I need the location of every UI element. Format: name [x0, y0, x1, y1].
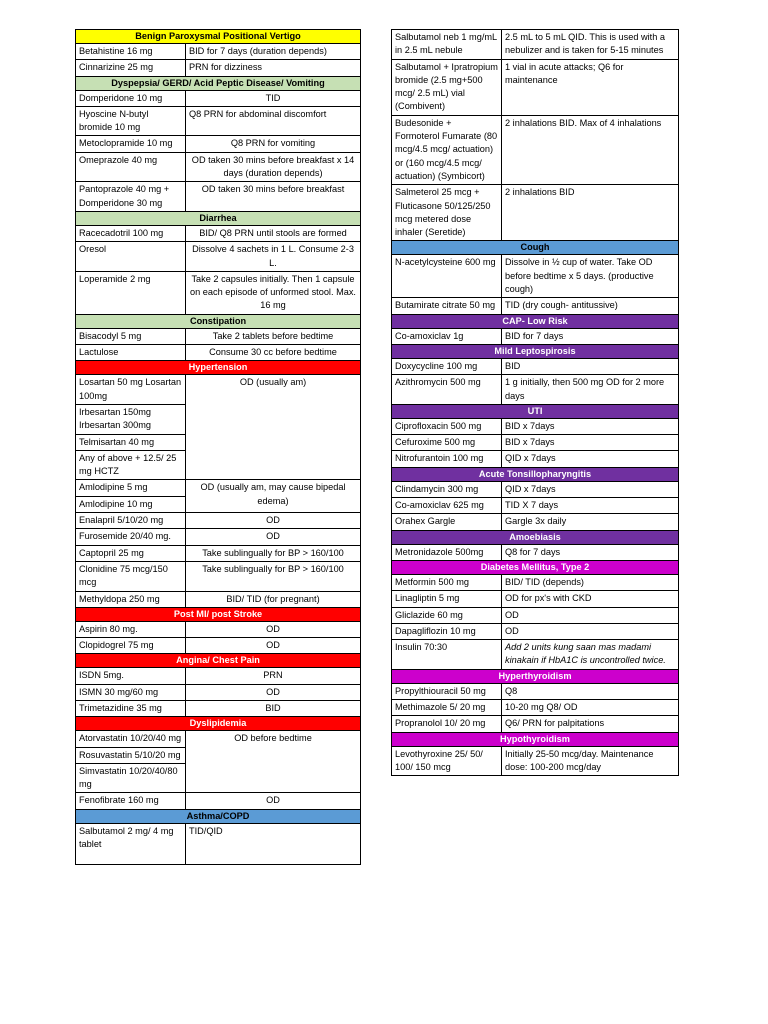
drug-name: Co-amoxiclav 625 mg: [392, 498, 502, 514]
drug-name: Ciprofloxacin 500 mg: [392, 418, 502, 434]
drug-name: Linagliptin 5 mg: [392, 591, 502, 607]
dosage-instruction: OD: [502, 607, 679, 623]
drug-row: [392, 358, 679, 374]
dosage-instruction: Q8 PRN for vomiting: [186, 136, 361, 152]
drug-row: [392, 451, 679, 467]
drug-name: Azithromycin 500 mg: [392, 375, 502, 405]
dosage-instruction: TID X 7 days: [502, 498, 679, 514]
dosage-instruction: Q8 for 7 days: [502, 544, 679, 560]
dosage-instruction: OD: [186, 684, 361, 700]
left-drug-table: [75, 29, 361, 865]
drug-name: Gliclazide 60 mg: [392, 607, 502, 623]
drug-row: [392, 185, 679, 241]
drug-name: Clindamycin 300 mg: [392, 481, 502, 497]
drug-name: Simvastatin 10/20/40/80 mg: [76, 763, 186, 793]
drug-name: Doxycycline 100 mg: [392, 358, 502, 374]
dosage-instruction: 10-20 mg Q8/ OD: [502, 699, 679, 715]
section-header: Dyslipidemia: [76, 717, 361, 731]
drug-name: Loperamide 2 mg: [76, 271, 186, 314]
dosage-instruction: OD: [186, 529, 361, 545]
drug-name: Racecadotril 100 mg: [76, 225, 186, 241]
drug-name: Betahistine 16 mg: [76, 44, 186, 60]
drug-name: Clonidine 75 mcg/150 mcg: [76, 561, 186, 591]
drug-name: Metformin 500 mg: [392, 574, 502, 590]
drug-name: Budesonide + Formoterol Fumarate (80 mcg/4.5 mcg/ actuation) or (160 mcg/4.5 mcg/ actuation) (Symbicort): [392, 115, 502, 184]
drug-name: Propylthiouracil 50 mg: [392, 683, 502, 699]
drug-name: Trimetazidine 35 mg: [76, 700, 186, 716]
drug-name: Orahex Gargle: [392, 514, 502, 530]
section-header: Acute Tonsillopharyngitis: [392, 467, 679, 481]
drug-name: Amlodipine 10 mg: [76, 496, 186, 512]
drug-row: [76, 591, 361, 607]
section-header: Dyspepsia/ GERD/ Acid Peptic Disease/ Vomiting: [76, 76, 361, 90]
dosage-instruction: PRN: [186, 668, 361, 684]
section-header: Mild Leptospirosis: [392, 344, 679, 358]
drug-name: Levothyroxine 25/ 50/ 100/ 150 mcg: [392, 746, 502, 776]
drug-name: Captopril 25 mg: [76, 545, 186, 561]
drug-row: [76, 90, 361, 106]
section-header: Benign Paroxysmal Positional Vertigo: [76, 30, 361, 44]
drug-row: [76, 328, 361, 344]
drug-row: [76, 152, 361, 182]
dosage-instruction: OD: [186, 513, 361, 529]
drug-row: [392, 623, 679, 639]
section-header: Post MI/ post Stroke: [76, 607, 361, 621]
dosage-instruction: BID x 7days: [502, 418, 679, 434]
drug-name: Amlodipine 5 mg: [76, 480, 186, 496]
dosage-instruction: BID/ Q8 PRN until stools are formed: [186, 225, 361, 241]
drug-row: [392, 607, 679, 623]
drug-row: [76, 561, 361, 591]
drug-name: Salbutamol + Ipratropium bromide (2.5 mg+500 mcg/ 2.5 mL) vial (Combivent): [392, 59, 502, 115]
drug-name: Cinnarizine 25 mg: [76, 60, 186, 76]
dosage-instruction: OD: [502, 623, 679, 639]
dosage-instruction: 2 inhalations BID. Max of 4 inhalations: [502, 115, 679, 184]
drug-name: Dapagliflozin 10 mg: [392, 623, 502, 639]
dosage-instruction: Dissolve in ½ cup of water. Take OD before bedtime x 5 days. (productive cough): [502, 255, 679, 298]
drug-row: [76, 700, 361, 716]
drug-name: Enalapril 5/10/20 mg: [76, 513, 186, 529]
dosage-instruction: BID x 7days: [502, 435, 679, 451]
drug-name: Methyldopa 250 mg: [76, 591, 186, 607]
drug-row: [76, 480, 361, 496]
drug-row: [76, 668, 361, 684]
drug-name: Salbutamol neb 1 mg/mL in 2.5 mL nebule: [392, 30, 502, 60]
drug-row: [392, 544, 679, 560]
drug-row: [76, 545, 361, 561]
drug-row: [392, 514, 679, 530]
drug-row: [76, 345, 361, 361]
dosage-instruction: Initially 25-50 mcg/day. Maintenance dose: 100-200 mcg/day: [502, 746, 679, 776]
dosage-instruction: OD taken 30 mins before breakfast x 14 days (duration depends): [186, 152, 361, 182]
drug-name: Domperidone 10 mg: [76, 90, 186, 106]
section-header: Hyperthyroidism: [392, 669, 679, 683]
drug-name: ISMN 30 mg/60 mg: [76, 684, 186, 700]
drug-row: [76, 513, 361, 529]
drug-name: Omeprazole 40 mg: [76, 152, 186, 182]
drug-name: Losartan 50 mg Losartan 100mg: [76, 375, 186, 405]
drug-row: [76, 271, 361, 314]
drug-row: [76, 375, 361, 405]
section-header: Cough: [392, 241, 679, 255]
dosage-instruction: OD (usually am): [186, 375, 361, 480]
drug-row: [392, 699, 679, 715]
section-header: Constipation: [76, 314, 361, 328]
drug-row: [392, 591, 679, 607]
drug-name: Clopidogrel 75 mg: [76, 638, 186, 654]
drug-row: [392, 435, 679, 451]
drug-row: [76, 44, 361, 60]
dosage-instruction: Q8: [502, 683, 679, 699]
dosage-instruction: OD: [186, 638, 361, 654]
drug-name: Pantoprazole 40 mg + Domperidone 30 mg: [76, 182, 186, 212]
drug-name: Rosuvastatin 5/10/20 mg: [76, 747, 186, 763]
drug-name: Oresol: [76, 242, 186, 272]
drug-row: [392, 418, 679, 434]
drug-row: [76, 638, 361, 654]
dosage-instruction: BID/ TID (depends): [502, 574, 679, 590]
drug-row: [392, 255, 679, 298]
drug-row: [392, 59, 679, 115]
dosage-instruction: Gargle 3x daily: [502, 514, 679, 530]
drug-name: ISDN 5mg.: [76, 668, 186, 684]
section-header: Hypothyroidism: [392, 732, 679, 746]
dosage-instruction: PRN for dizziness: [186, 60, 361, 76]
section-header: Amoebiasis: [392, 530, 679, 544]
dosage-instruction: Q8 PRN for abdominal discomfort: [186, 106, 361, 136]
drug-row: [392, 298, 679, 314]
dosage-instruction: 1 vial in acute attacks; Q6 for maintenance: [502, 59, 679, 115]
drug-name: Insulin 70:30: [392, 640, 502, 670]
dosage-instruction: OD before bedtime: [186, 731, 361, 793]
drug-name: N-acetylcysteine 600 mg: [392, 255, 502, 298]
drug-row: [392, 574, 679, 590]
dosage-instruction: Take 2 tablets before bedtime: [186, 328, 361, 344]
drug-row: [392, 481, 679, 497]
drug-name: Hyoscine N-butyl bromide 10 mg: [76, 106, 186, 136]
dosage-instruction: OD taken 30 mins before breakfast: [186, 182, 361, 212]
drug-name: Salbutamol 2 mg/ 4 mg tablet: [76, 823, 186, 864]
section-header: Diabetes Mellitus, Type 2: [392, 560, 679, 574]
drug-row: [392, 683, 679, 699]
drug-row: [76, 621, 361, 637]
drug-row: [76, 225, 361, 241]
drug-name: Cefuroxime 500 mg: [392, 435, 502, 451]
dosage-instruction: QID x 7days: [502, 481, 679, 497]
dosage-instruction: Q6/ PRN for palpitations: [502, 716, 679, 732]
section-header: Asthma/COPD: [76, 809, 361, 823]
drug-row: [76, 182, 361, 212]
drug-row: [76, 136, 361, 152]
drug-row: [76, 793, 361, 809]
drug-name: Methimazole 5/ 20 mg: [392, 699, 502, 715]
dosage-instruction: Take 2 capsules initially. Then 1 capsule on each episode of unformed stool. Max. 16 mg: [186, 271, 361, 314]
drug-row: [392, 498, 679, 514]
dosage-instruction: Dissolve 4 sachets in 1 L. Consume 2-3 L.: [186, 242, 361, 272]
right-drug-table: [391, 29, 679, 776]
drug-row: [392, 115, 679, 184]
drug-row: [76, 242, 361, 272]
drug-row: [76, 60, 361, 76]
drug-row: [392, 30, 679, 60]
drug-row: [392, 375, 679, 405]
drug-row: [76, 823, 361, 864]
dosage-instruction: 1 g initially, then 500 mg OD for 2 more days: [502, 375, 679, 405]
section-header: Diarrhea: [76, 211, 361, 225]
dosage-instruction: Take sublingually for BP > 160/100: [186, 545, 361, 561]
dosage-instruction: BID for 7 days: [502, 328, 679, 344]
drug-name: Irbesartan 150mg Irbesartan 300mg: [76, 404, 186, 434]
dosage-instruction: TID: [186, 90, 361, 106]
drug-name: Nitrofurantoin 100 mg: [392, 451, 502, 467]
drug-name: Fenofibrate 160 mg: [76, 793, 186, 809]
drug-name: Salmeterol 25 mcg + Fluticasone 50/125/250 mcg metered dose inhaler (Seretide): [392, 185, 502, 241]
dosage-instruction: Add 2 units kung saan mas madami kinakain if HbA1C is uncontrolled twice.: [502, 640, 679, 670]
section-header: UTI: [392, 404, 679, 418]
drug-row: [76, 684, 361, 700]
drug-row: [392, 328, 679, 344]
dosage-instruction: TID (dry cough- antitussive): [502, 298, 679, 314]
dosage-instruction: BID: [186, 700, 361, 716]
drug-name: Aspirin 80 mg.: [76, 621, 186, 637]
drug-name: Telmisartan 40 mg: [76, 434, 186, 450]
section-header: CAP- Low Risk: [392, 314, 679, 328]
drug-name: Atorvastatin 10/20/40 mg: [76, 731, 186, 747]
drug-name: Bisacodyl 5 mg: [76, 328, 186, 344]
drug-row: [76, 731, 361, 747]
drug-name: Co-amoxiclav 1g: [392, 328, 502, 344]
dosage-instruction: Take sublingually for BP > 160/100: [186, 561, 361, 591]
section-header: Hypertension: [76, 361, 361, 375]
drug-row: [392, 716, 679, 732]
drug-name: Furosemide 20/40 mg.: [76, 529, 186, 545]
drug-row: [392, 746, 679, 776]
dosage-instruction: BID: [502, 358, 679, 374]
dosage-instruction: OD (usually am, may cause bipedal edema): [186, 480, 361, 513]
drug-row: [392, 640, 679, 670]
dosage-instruction: OD: [186, 621, 361, 637]
dosage-instruction: 2.5 mL to 5 mL QID. This is used with a nebulizer and is taken for 5-15 minutes: [502, 30, 679, 60]
drug-name: Metronidazole 500mg: [392, 544, 502, 560]
drug-name: Propranolol 10/ 20 mg: [392, 716, 502, 732]
drug-name: Lactulose: [76, 345, 186, 361]
drug-row: [76, 529, 361, 545]
drug-name: Any of above + 12.5/ 25 mg HCTZ: [76, 450, 186, 480]
drug-name: Metoclopramide 10 mg: [76, 136, 186, 152]
dosage-instruction: BID/ TID (for pregnant): [186, 591, 361, 607]
drug-row: [76, 106, 361, 136]
dosage-instruction: Consume 30 cc before bedtime: [186, 345, 361, 361]
dosage-instruction: OD for px's with CKD: [502, 591, 679, 607]
drug-name: Butamirate citrate 50 mg: [392, 298, 502, 314]
section-header: Angina/ Chest Pain: [76, 654, 361, 668]
dosage-instruction: 2 inhalations BID: [502, 185, 679, 241]
dosage-instruction: OD: [186, 793, 361, 809]
dosage-instruction: BID for 7 days (duration depends): [186, 44, 361, 60]
dosage-instruction: TID/QID: [186, 823, 361, 864]
dosage-instruction: QID x 7days: [502, 451, 679, 467]
